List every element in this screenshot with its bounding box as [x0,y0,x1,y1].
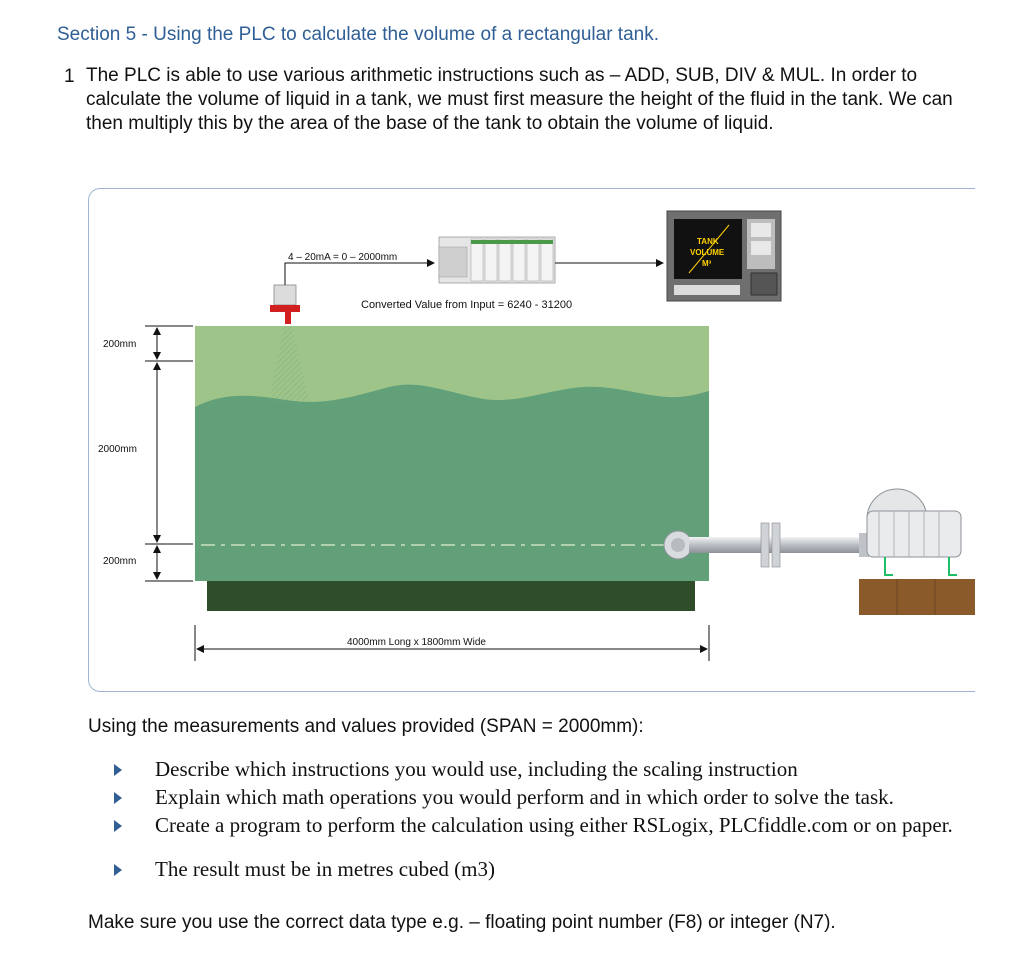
dim-length-label: 4000mm Long x 1800mm Wide [347,637,486,648]
water-surface [195,385,709,581]
dim-middle-label: 2000mm [98,444,137,455]
signal-wire [285,263,434,285]
hmi-text-unit: M³ [702,259,712,268]
instructions-intro: Using the measurements and values provided (SPAN = 2000mm): [88,716,644,737]
list-item [112,856,992,882]
list-item-text: Explain which math operations you would perform and in which order to solve the task. [155,785,894,809]
bullet-arrow-icon [114,864,122,876]
question-number: 1 [64,66,75,87]
plc-rack-icon [439,237,555,283]
converted-label: Converted Value from Input = 6240 - 31200 [361,299,573,311]
hmi-text-tank: TANK [697,237,719,246]
tank-diagram [88,188,975,692]
tank-diagram-svg [89,189,975,691]
task-list [112,756,992,884]
bullet-arrow-icon [114,764,122,776]
list-item-text: Describe which instructions you would use, including the scaling instruction [155,757,798,781]
bullet-arrow-icon [114,792,122,804]
dim-top-label: 200mm [103,339,137,350]
list-item [112,756,992,782]
tank-base [207,581,695,611]
list-item-text: Create a program to perform the calculation using either RSLogix, PLCfiddle.com or on paper. [155,813,953,837]
bullet-arrow-icon [114,820,122,832]
dim-bottom-label: 200mm [103,556,137,567]
footer-note: Make sure you use the correct data type e.g. – floating point number (F8) or integer (N7). [88,912,836,933]
pump-icon [867,489,961,575]
section-heading: Section 5 - Using the PLC to calculate the volume of a rectangular tank. [57,24,659,45]
signal-label: 4 – 20mA = 0 – 2000mm [288,252,398,263]
question-text: The PLC is able to use various arithmetic instructions such as – ADD, SUB, DIV & MUL. In order to calculate the volume of liquid in a tank, we must first measure the height of the fluid in the tank. We can then multiply this by the area of the base of the tank to obtain the volume of liquid. [86,65,953,134]
list-item-text: The result must be in metres cubed (m3) [155,857,495,881]
list-item [112,812,992,838]
list-item [112,784,992,810]
skid-base [859,579,975,615]
hmi-text-volume: VOLUME [690,248,725,257]
